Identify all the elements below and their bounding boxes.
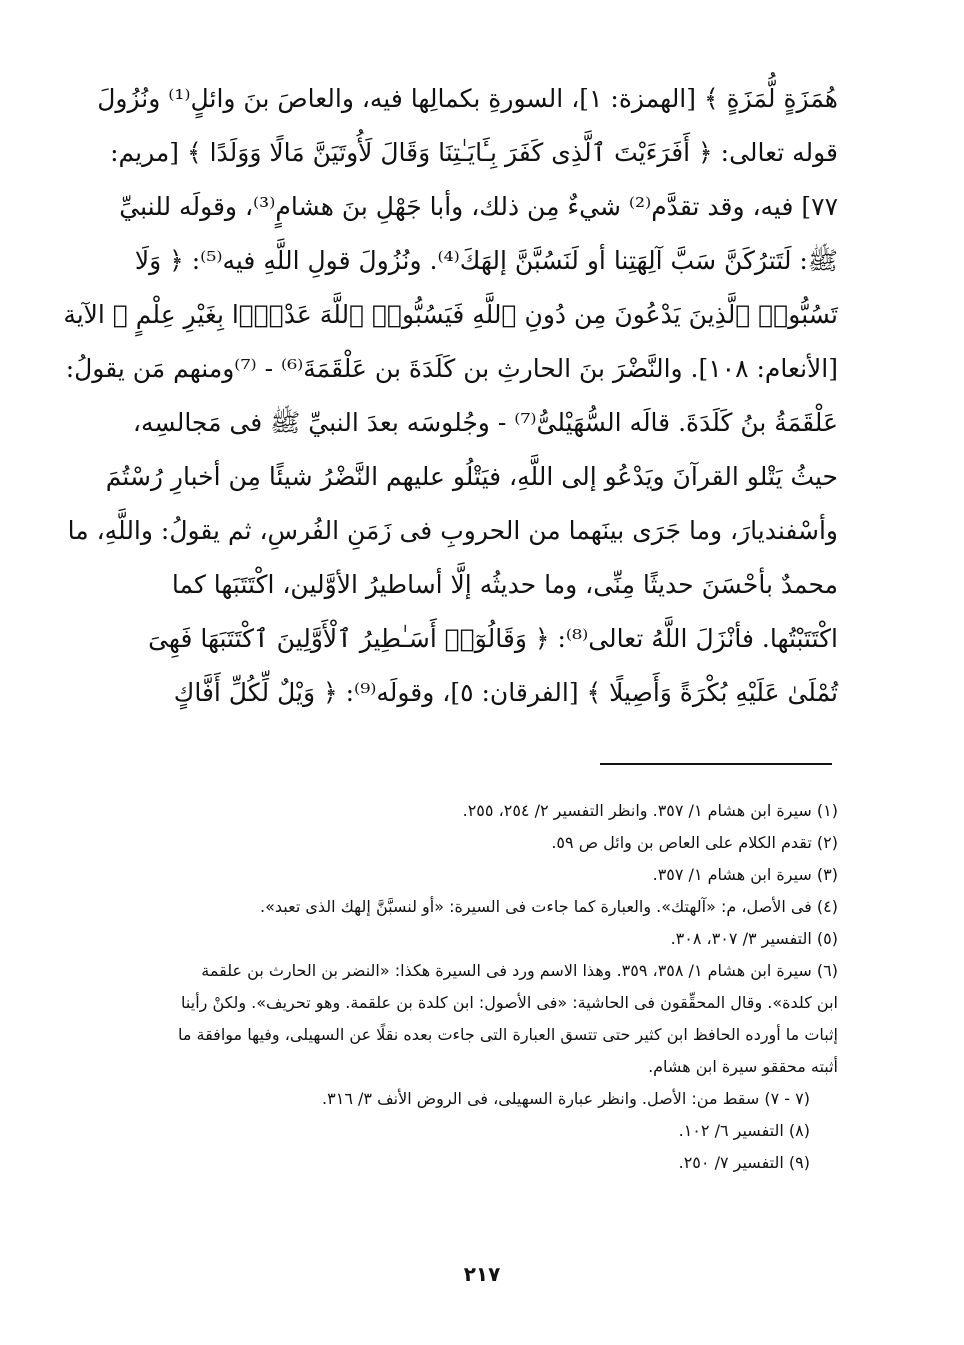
text-line: هُمَزَةٍ لُّمَزَةٍ ﴾ [الهمزة: ١]، السورةِ بكمالِها فيه، والعاصَ بنَ وائلٍ⁽¹⁾ ونُزُولَ (97, 84, 838, 113)
text-line: وأسْفنديارَ، وما جَرَى بينَهما من الحروبِ فى زَمَنِ الفُرسِ، ثم يقولُ: واللَّهِ، ما (67, 516, 838, 545)
footnote: (٥) التفسير ٣/ ٣٠٧، ٣٠٨. (670, 929, 838, 948)
footnote: (٩) التفسير ٧/ ٢٥٠. (678, 1153, 810, 1172)
page-number: ٢١٧ (463, 1262, 501, 1286)
footnote: (٤) فى الأصل، م: «آلهتك». والعبارة كما جاءت فى السيرة: «أو لنسبَّنَّ إلهك الذى تعبد». (260, 897, 838, 916)
footnote: (٦) سيرة ابن هشام ١/ ٣٥٨، ٣٥٩. وهذا الاسم ورد فى السيرة هكذا: «النضر بن الحارث بن علقمة (201, 961, 838, 980)
footnote: (١) سيرة ابن هشام ١/ ٣٥٧. وانظر التفسير ٢/ ٢٥٤، ٢٥٥. (462, 801, 838, 820)
footnote-continuation: ابن كلدة». وقال المحقِّقون فى الحاشية: «فى الأصول: ابن كلدة بن علقمة. وهو تحريف». ولكنْ رأينا (181, 993, 838, 1012)
text-line: اكْتَتَبْتُها. فأنْزَلَ اللَّهُ تعالى⁽⁸⁾: ﴿ وَقَالُوٓا۟ أَسَـٰطِيرُ ٱلْأَوَّلِينَ ٱكْتَتَبَهَا فَهِىَ (148, 624, 838, 653)
footnote-continuation: أثبته محققو سيرة ابن هشام. (648, 1057, 838, 1076)
footnote: (٧ - ٧) سقط من: الأصل. وانظر عبارة السهيلى، فى الروض الأنف ٣/ ٣١٦. (322, 1089, 810, 1108)
text-line: ٧٧] فيه، وقد تقدَّم⁽²⁾ شيءٌ مِن ذلك، وأبا جَهْلِ بنَ هشامٍ⁽³⁾، وقولَه للنبيِّ (119, 192, 838, 221)
text-line: حيثُ يَتْلو القرآنَ ويَدْعُو إلى اللَّهِ، فيَتْلُو عليهم النَّضْرُ شيئًا مِن أخبارِ رُسْتُمَ (105, 462, 838, 491)
text-line: قوله تعالى: ﴿ أَفَرَءَيْتَ ٱلَّذِى كَفَرَ بِـَٔايَـٰتِنَا وَقَالَ لَأُوتَيَنَّ مَالًا وَوَلَدًا ﴾ [مريم: (110, 138, 838, 167)
text-line: تَسُبُّوا۟ ٱلَّذِينَ يَدْعُونَ مِن دُونِ ٱللَّهِ فَيَسُبُّوا۟ ٱللَّهَ عَدْوًۢا بِغَيْرِ عِلْمٍ ﴾ الآية (63, 300, 838, 329)
footnote: (٨) التفسير ٦/ ١٠٢. (678, 1121, 810, 1140)
footnotes (128, 795, 838, 1179)
text-line: [الأنعام: ١٠٨]. والنَّضْرَ بنَ الحارثِ بن كَلَدَةَ بن عَلْقَمَةَ⁽⁶⁾ - ⁽⁷⁾ومنهم مَن يقولُ: (65, 354, 838, 383)
footnote-separator (600, 763, 832, 765)
text-line: ﷺ: لَتَترُكَنَّ سَبَّ آلِهَتِنا أو لَنَسُبَّنَّ إلهَكَ⁽⁴⁾. ونُزُولَ قولِ اللَّهِ فيه⁽⁵⁾: ﴿ وَلَا (134, 246, 838, 275)
footnote: (٣) سيرة ابن هشام ١/ ٣٥٧. (652, 865, 838, 884)
footnote: (٢) تقدم الكلام على العاص بن وائل ص ٥٩. (551, 833, 838, 852)
text-line: محمدٌ بأحْسَنَ حديثًا مِنِّى، وما حديثُه إلَّا أساطيرُ الأوَّلين، اكْتَتَبَها كما (171, 570, 838, 599)
text-line: تُمْلَىٰ عَلَيْهِ بُكْرَةً وَأَصِيلًا ﴾ [الفرقان: ٥]، وقولَه⁽⁹⁾: ﴿ وَيْلٌ لِّكُلِّ أَفَّاكٍ (173, 678, 838, 707)
text-line: عَلْقَمَةُ بنُ كَلَدَةَ. قالَه السُّهَيْلىُّ⁽⁷⁾ - وجُلوسَه بعدَ النبيِّ ﷺ فى مَجالسِه، (132, 408, 838, 437)
footnote-continuation: إثبات ما أورده الحافظ ابن كثير حتى تتسق العبارة التى جاءت بعده نقلًا عن السهيلى، وفيها موافقة ما (177, 1025, 838, 1044)
main-text (63, 72, 838, 720)
